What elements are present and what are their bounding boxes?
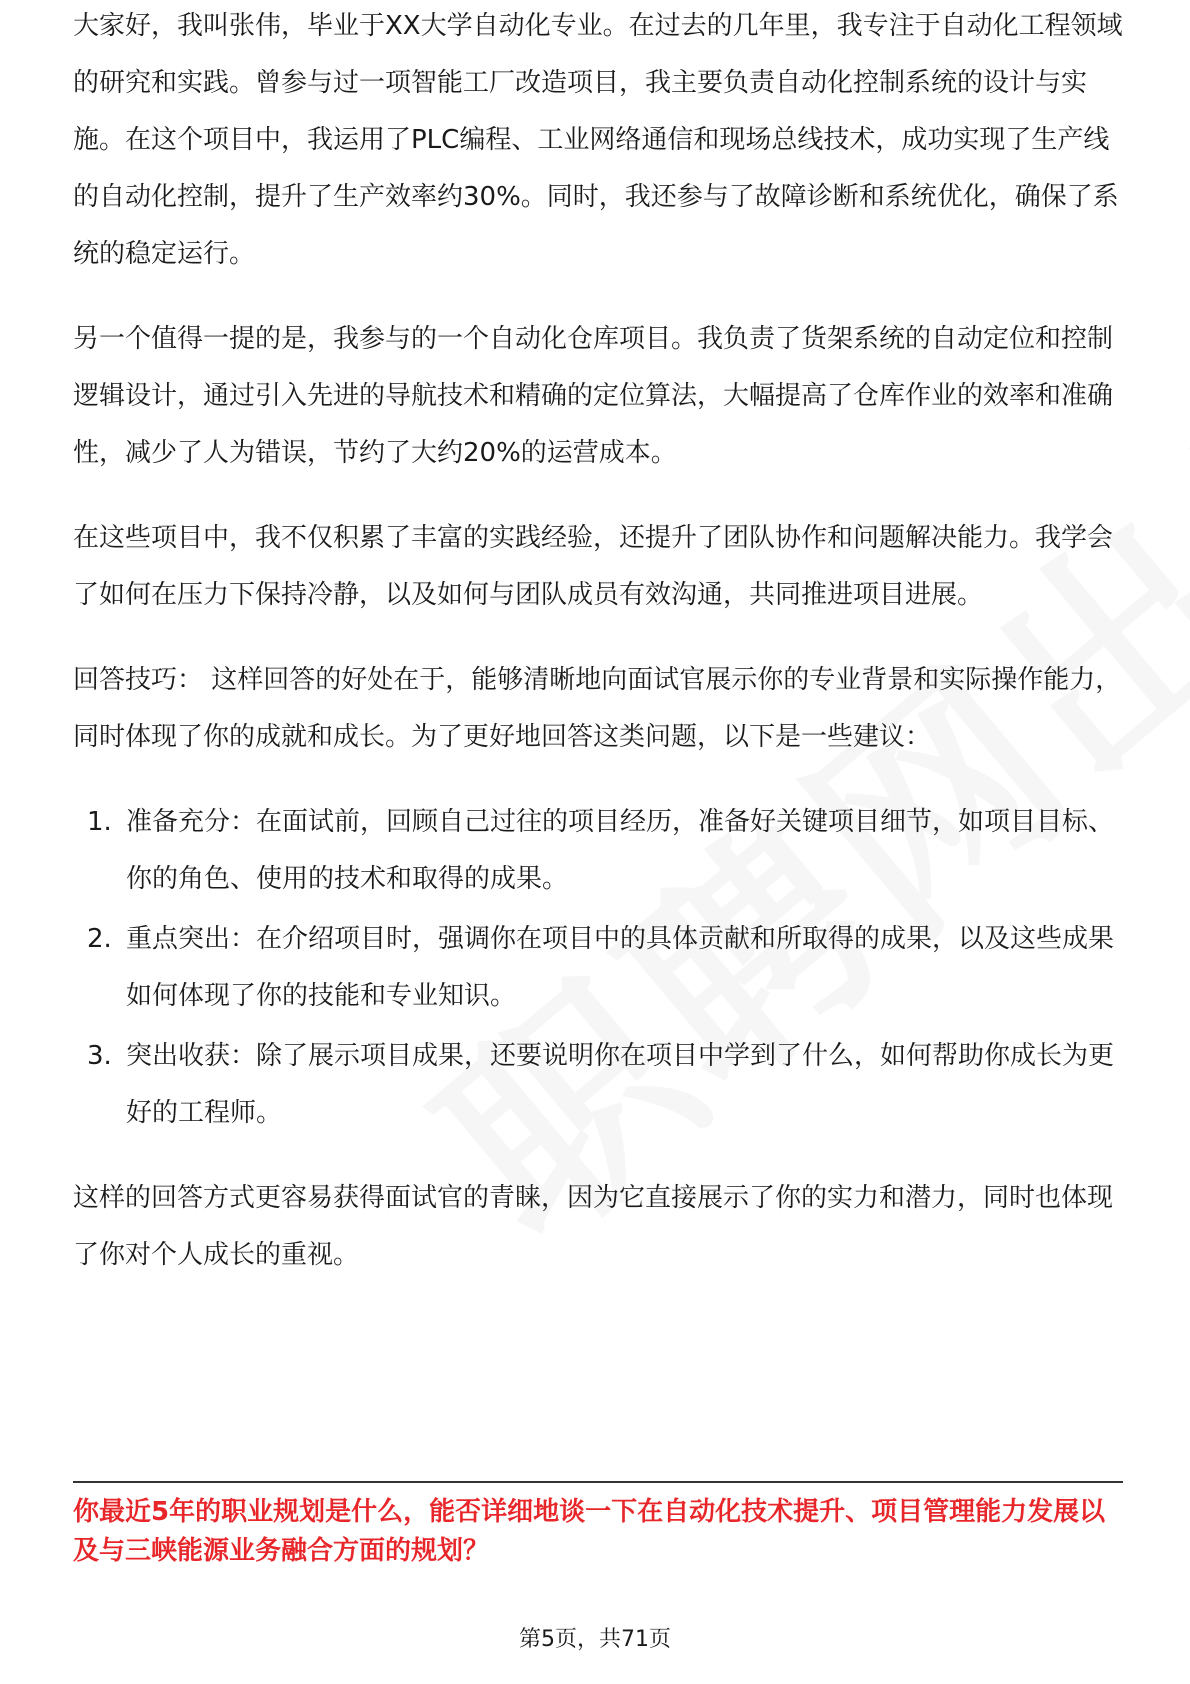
list-item [73, 1028, 1123, 1142]
list-number: 3. [87, 1041, 112, 1071]
next-question-heading: 你最近5年的职业规划是什么，能否详细地谈一下在自动化技术提升、项目管理能力发展以及与三峡能源业务融合方面的规划？ [73, 1497, 1106, 1566]
list-item [73, 794, 1123, 908]
list-item [73, 911, 1123, 1025]
page-footer: 第5页，共71页 [519, 1627, 671, 1652]
document-body [73, 11, 1123, 1312]
list-number: 2. [87, 924, 112, 954]
list-item-text: 重点突出：在介绍项目时，强调你在项目中的具体贡献和所取得的成果，以及这些成果如何体现了你的技能和专业知识。 [126, 924, 1115, 1011]
list-item-text: 准备充分：在面试前，回顾自己过往的项目经历，准备好关键项目细节，如项目目标、你的角色、使用的技术和取得的成果。 [126, 807, 1115, 894]
paragraph-experience: 在这些项目中，我不仅积累了丰富的实践经验，还提升了团队协作和问题解决能力。我学会了如何在压力下保持冷静，以及如何与团队成员有效沟通，共同推进项目进展。 [73, 523, 1114, 610]
list-number: 1. [87, 807, 112, 837]
paragraph-warehouse-project: 另一个值得一提的是，我参与的一个自动化仓库项目。我负责了货架系统的自动定位和控制逻辑设计，通过引入先进的导航技术和精确的定位算法，大幅提高了仓库作业的效率和准确性，减少了人为错误，节约了大约20%的运营成本。 [73, 324, 1114, 468]
section-divider [73, 1481, 1123, 1483]
paragraph-intro: 大家好，我叫张伟，毕业于XX大学自动化专业。在过去的几年里，我专注于自动化工程领域的研究和实践。曾参与过一项智能工厂改造项目，我主要负责自动化控制系统的设计与实施。在这个项目中，我运用了PLC编程、工业网络通信和现场总线技术，成功实现了生产线的自动化控制，提升了生产效率约30%。同时，我还参与了故障诊断和系统优化，确保了系统的稳定运行。 [73, 11, 1123, 269]
paragraph-conclusion: 这样的回答方式更容易获得面试官的青睐，因为它直接展示了你的实力和潜力，同时也体现了你对个人成长的重视。 [73, 1183, 1114, 1270]
list-item-text: 突出收获：除了展示项目成果，还要说明你在项目中学到了什么，如何帮助你成长为更好的工程师。 [126, 1041, 1115, 1128]
paragraph-answer-tips: 回答技巧： 这样回答的好处在于，能够清晰地向面试官展示你的专业背景和实际操作能力，同时体现了你的成就和成长。为了更好地回答这类问题，以下是一些建议： [73, 665, 1122, 752]
tips-list [73, 794, 1123, 1142]
